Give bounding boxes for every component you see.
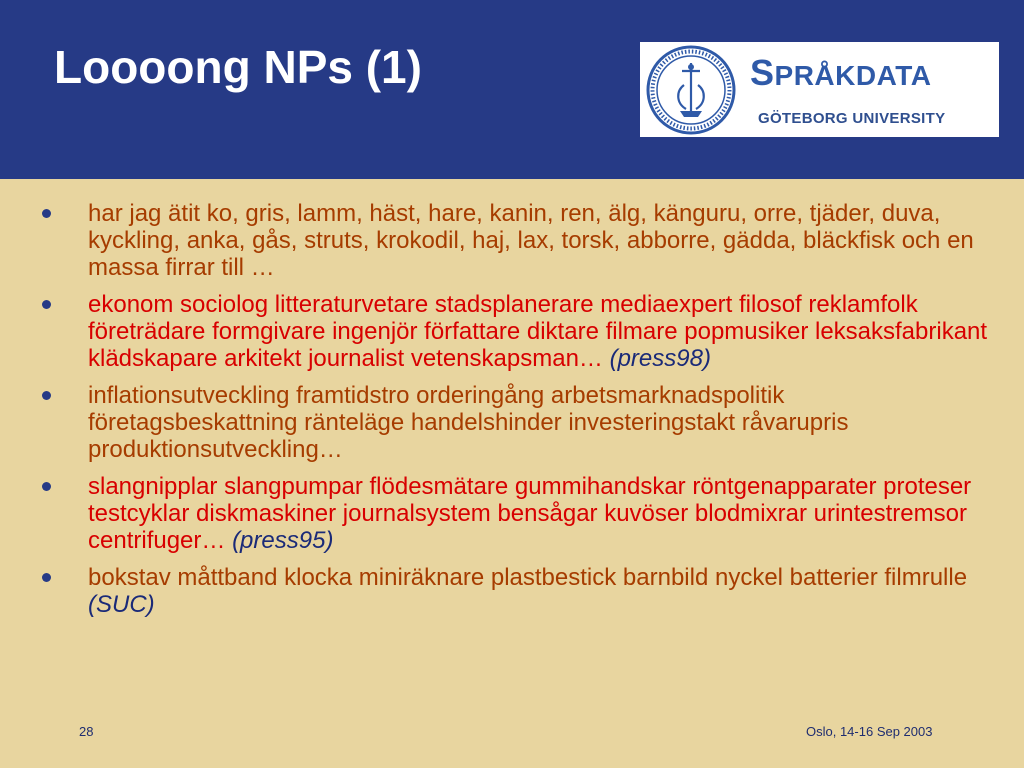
bullet-text: inflationsutveckling framtidstro orderingång arbetsmarknadspolitik företagsbeskattning ränteläge handelshinder investeringstakt råvarupris produktionsutveckling… — [88, 382, 849, 463]
bullet-text: har jag ätit ko, gris, lamm, häst, hare, kanin, ren, älg, känguru, orre, tjäder, duva, kyckling, anka, gås, struts, krokodil, haj, lax, torsk, abborre, gädda, bläckfisk och en massa firrar till … — [88, 200, 974, 281]
header-band — [0, 0, 1024, 179]
source-citation: (press95) — [232, 527, 334, 554]
logo-subtitle: GÖTEBORG UNIVERSITY — [758, 110, 946, 127]
list-item — [40, 473, 1000, 554]
bullet-text: ekonom sociolog litteraturvetare stadsplanerare mediaexpert filosof reklamfolk företrädare formgivare ingenjör författare diktare filmare popmusiker leksaksfabrikant klädskapare arkitekt journalist vetenskapsman… — [88, 291, 988, 372]
list-item — [40, 564, 1000, 618]
bullet-text: bokstav måttband klocka miniräknare plastbestick barnbild nyckel batterier filmrulle — [88, 564, 968, 591]
footer-place-date: Oslo, 14-16 Sep 2003 — [806, 724, 933, 739]
source-citation: (press98) — [609, 345, 711, 372]
bullet-dot-icon — [42, 573, 51, 582]
bullet-dot-icon — [42, 209, 51, 218]
slide-title: Loooong NPs (1) — [54, 41, 422, 93]
bullet-dot-icon — [42, 300, 51, 309]
list-item — [40, 382, 1000, 463]
list-item — [40, 200, 1000, 281]
bullet-text: slangnipplar slangpumpar flödesmätare gummihandskar röntgenapparater proteser testcyklar diskmaskiner journalsystem bensågar kuvöser blodmixrar urintestremsor centrifuger… — [88, 473, 972, 554]
university-seal-icon — [646, 45, 736, 135]
bullet-dot-icon — [42, 391, 51, 400]
bullet-list — [40, 200, 1000, 618]
bullet-dot-icon — [42, 482, 51, 491]
source-citation: (SUC) — [88, 591, 155, 618]
sprakdata-logo — [640, 42, 999, 137]
page-number: 28 — [79, 724, 94, 739]
bullet-area — [40, 200, 1000, 628]
logo-wordmark: SPRÅKDATA — [750, 52, 932, 93]
list-item — [40, 291, 1000, 372]
